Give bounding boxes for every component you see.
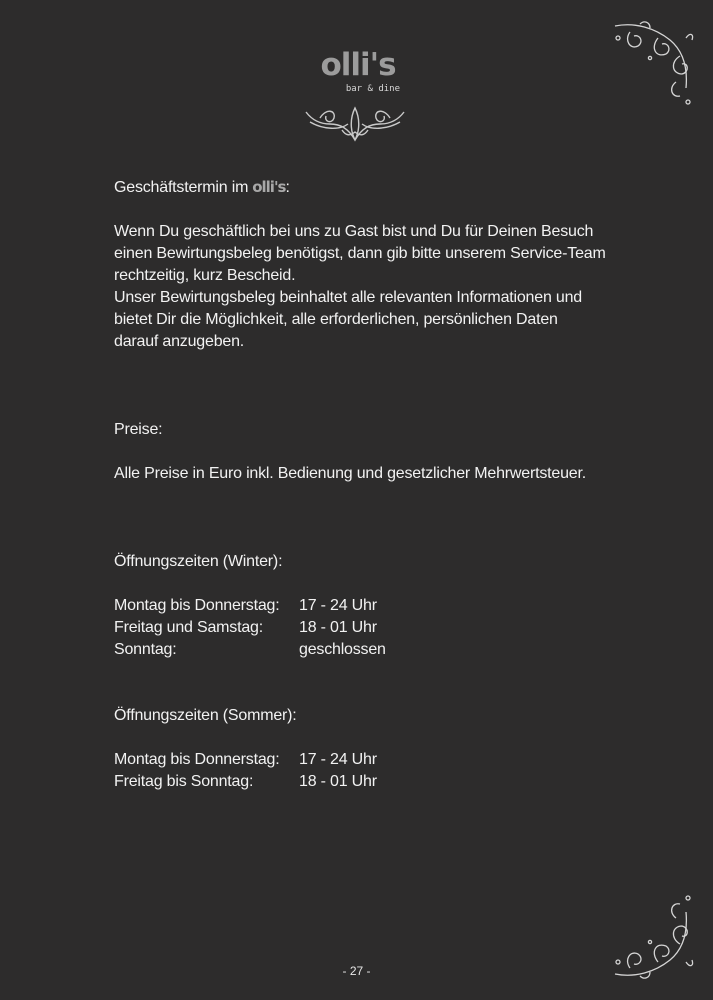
hours-time: 18 - 01 Uhr bbox=[299, 619, 377, 636]
inline-logo: olli's bbox=[252, 178, 286, 196]
page-content bbox=[114, 176, 614, 793]
business-heading bbox=[114, 176, 614, 199]
ollis-logo bbox=[300, 42, 410, 150]
prices-heading: Preise: bbox=[114, 421, 163, 438]
ornament-icon bbox=[300, 100, 410, 148]
business-line: Wenn Du geschäftlich bei uns zu Gast bist und Du für Deinen Besuch bbox=[114, 223, 594, 240]
business-heading-text: Geschäftstermin im bbox=[114, 179, 249, 196]
hours-days: Freitag und Samstag: bbox=[114, 619, 263, 636]
hours-time: 18 - 01 Uhr bbox=[299, 773, 377, 790]
winter-hours-table bbox=[114, 595, 614, 661]
summer-heading: Öffnungszeiten (Sommer): bbox=[114, 707, 297, 724]
business-line: bietet Dir die Möglichkeit, alle erforderlichen, persönlichen Daten bbox=[114, 311, 558, 328]
hours-days: Montag bis Donnerstag: bbox=[114, 751, 280, 768]
hours-time: 17 - 24 Uhr bbox=[299, 751, 377, 768]
prices-text: Alle Preise in Euro inkl. Bedienung und gesetzlicher Mehrwertsteuer. bbox=[114, 465, 586, 482]
hours-time: 17 - 24 Uhr bbox=[299, 597, 377, 614]
winter-heading: Öffnungszeiten (Winter): bbox=[114, 553, 283, 570]
hours-days: Montag bis Donnerstag: bbox=[114, 597, 280, 614]
hours-time: geschlossen bbox=[299, 641, 386, 658]
logo-tagline: bar & dine bbox=[345, 84, 400, 94]
corner-ornament-icon bbox=[610, 18, 695, 108]
business-line: darauf anzugeben. bbox=[114, 333, 245, 350]
business-line: einen Bewirtungsbeleg benötigst, dann gib bitte unserem Service-Team bbox=[114, 245, 606, 262]
business-line: rechtzeitig, kurz Bescheid. bbox=[114, 267, 296, 284]
business-heading-suffix: : bbox=[285, 179, 290, 196]
hours-days: Sonntag: bbox=[114, 641, 177, 658]
summer-hours-table bbox=[114, 749, 614, 793]
page-number: - 27 - bbox=[342, 964, 371, 978]
business-line: Unser Bewirtungsbeleg beinhaltet alle relevanten Informationen und bbox=[114, 289, 582, 306]
logo-wordmark: olli's bbox=[320, 47, 396, 83]
hours-days: Freitag bis Sonntag: bbox=[114, 773, 254, 790]
